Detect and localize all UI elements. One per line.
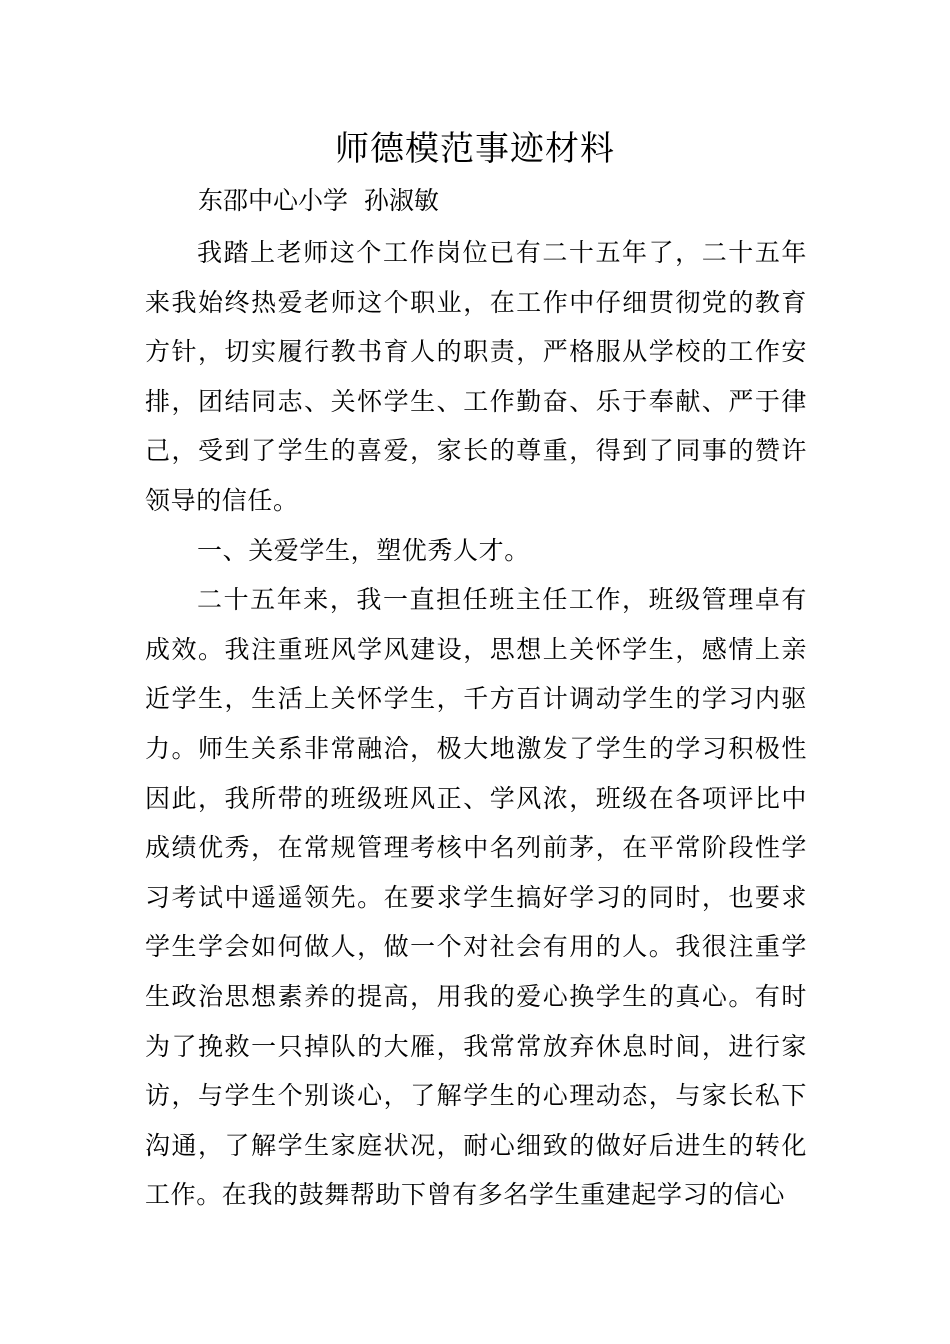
- document-title: 师德模范事迹材料: [335, 129, 615, 169]
- paragraph-intro: 我踏上老师这个工作岗位已有二十五年了，二十五年来我始终热爱老师这个职业，在工作中仔细贯彻党的教育方针，切实履行教书育人的职责，严格服从学校的工作安排，团结同志、关怀学生、工作勤奋、乐于奉献、严于律己，受到了学生的喜爱，家长的尊重，得到了同事的赞许领导的信任。: [145, 238, 807, 515]
- author-line: 东邵中心小学 孙淑敏: [198, 186, 439, 215]
- document-body: [145, 228, 807, 1220]
- paragraph-section-1: 二十五年来，我一直担任班主任工作，班级管理卓有成效。我注重班风学风建设，思想上关怀学生，感情上亲近学生，生活上关怀学生，千方百计调动学生的学习内驱力。师生关系非常融洽，极大地激发了学生的学习积极性因此，我所带的班级班风正、学风浓，班级在各项评比中成绩优秀，在常规管理考核中名列前茅，在平常阶段性学习考试中遥遥领先。在要求学生搞好学习的同时，也要求学生学会如何做人，做一个对社会有用的人。我很注重学生政治思想素养的提高，用我的爱心换学生的真心。有时为了挽救一只掉队的大雁，我常常放弃休息时间，进行家访，与学生个别谈心，了解学生的心理动态，与家长私下沟通，了解学生家庭状况，耐心细致的做好后进生的转化工作。在我的鼓舞帮助下曾有多名学生重建起学习的信心: [145, 585, 807, 1210]
- section-heading-1: 一、关爱学生，塑优秀人才。: [197, 535, 530, 565]
